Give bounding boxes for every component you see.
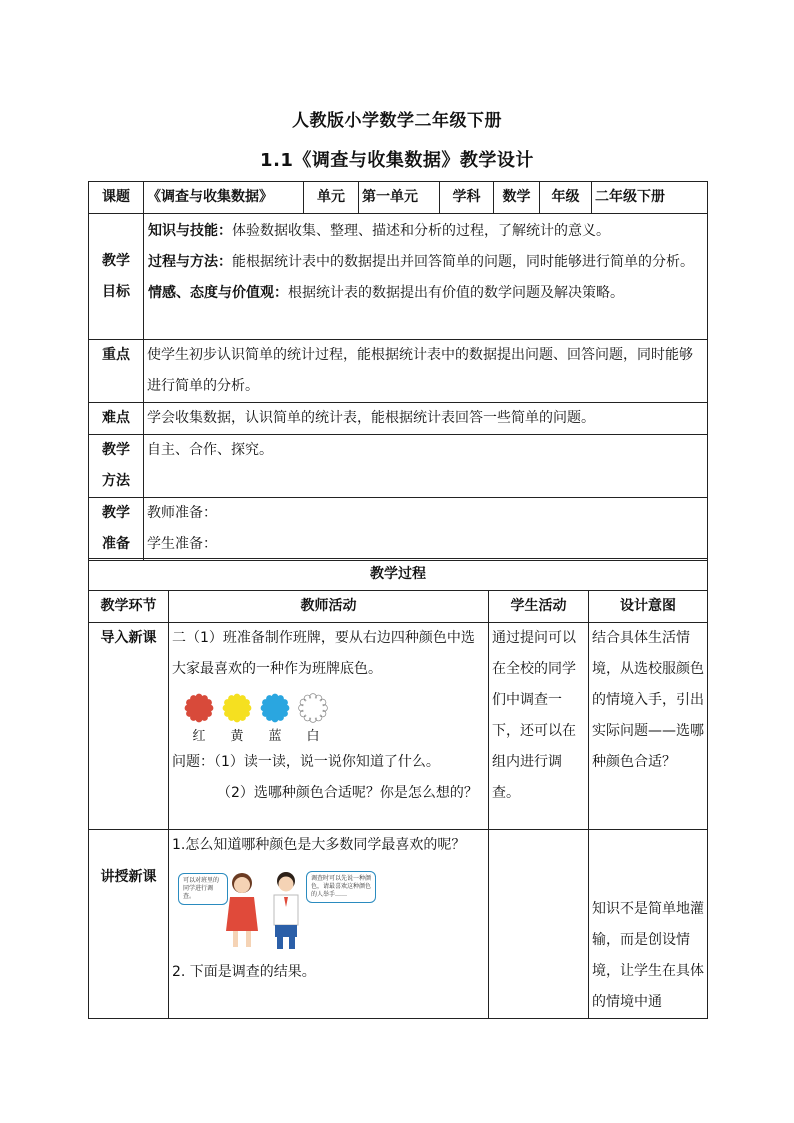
difficulty-text: 学会收集数据，认识简单的统计表，能根据统计表回答一些简单的问题。 — [144, 403, 708, 435]
goals-content — [144, 214, 708, 340]
subject-value: 数学 — [494, 182, 540, 214]
goal-emotion-title: 情感、态度与价值观： — [148, 285, 288, 301]
prep-label: 教学准备 — [89, 498, 144, 561]
red-flower-icon — [184, 693, 214, 723]
color-option-white: 白 — [298, 693, 328, 747]
stage-intro: 导入新课 — [89, 623, 169, 830]
intro-text: 二（1）班准备制作班牌，要从右边四种颜色中选大家最喜欢的一种作为班牌底色。 — [172, 630, 475, 677]
doc-title: 人教版小学数学二年级下册 — [292, 111, 502, 131]
table-row — [89, 623, 708, 830]
method-label: 教学方法 — [89, 435, 144, 498]
teach-question-1: 1.怎么知道哪种颜色是大多数同学最喜欢的呢？ — [172, 837, 466, 853]
white-flower-icon — [298, 693, 328, 723]
teacher-student-illustration — [172, 867, 485, 951]
process-heading: 教学过程 — [89, 559, 708, 591]
process-table — [88, 558, 708, 1019]
unit-value: 第一单元 — [359, 182, 440, 214]
goal-knowledge-text: 体验数据收集、整理、描述和分析的过程，了解统计的意义。 — [232, 223, 610, 239]
goals-label: 教学目标 — [89, 214, 144, 340]
key-text: 使学生初步认识简单的统计过程，能根据统计表中的数据提出问题、回答问题，同时能够进行简单的分析。 — [144, 340, 708, 403]
course-value: 《调查与收集数据》 — [144, 182, 304, 214]
color-option-red: 红 — [184, 693, 214, 747]
col-teacher: 教师活动 — [169, 591, 489, 623]
table-row — [89, 830, 708, 1019]
question-2: （2）选哪种颜色合适呢？你是怎么想的？ — [217, 785, 478, 801]
girl-figure-icon — [222, 867, 262, 951]
lesson-info-table — [88, 181, 708, 561]
question-1: 问题：（1）读一读，说一说你知道了什么。 — [172, 754, 440, 770]
prep-content — [144, 498, 708, 561]
speech-bubble-right: 调查时可以先说一种颜色，请最喜欢这种颜色的人举手…… — [306, 871, 376, 903]
prep-student: 学生准备： — [147, 536, 217, 552]
col-student: 学生活动 — [489, 591, 589, 623]
subject-label: 学科 — [440, 182, 494, 214]
col-stage: 教学环节 — [89, 591, 169, 623]
student-activity-intro: 通过提问可以在全校的同学们中调查一下，还可以在组内进行调查。 — [489, 623, 589, 830]
method-text: 自主、合作、探究。 — [144, 435, 708, 498]
design-intent-teach: 知识不是简单地灌输，而是创设情境，让学生在具体的情境中通 — [589, 830, 708, 1019]
boy-figure-icon — [268, 867, 304, 951]
difficulty-label: 难点 — [89, 403, 144, 435]
doc-subtitle: 1.1《调查与收集数据》教学设计 — [260, 150, 534, 171]
design-intent-intro: 结合具体生活情境，从选校服颜色的情境入手，引出实际问题——选哪种颜色合适？ — [589, 623, 708, 830]
goal-process-text: 能根据统计表中的数据提出并回答简单的问题，同时能够进行简单的分析。 — [232, 254, 694, 270]
goal-emotion-text: 根据统计表的数据提出有价值的数学问题及解决策略。 — [288, 285, 624, 301]
yellow-flower-icon — [222, 693, 252, 723]
col-intent: 设计意图 — [589, 591, 708, 623]
blue-flower-icon — [260, 693, 290, 723]
teach-question-2: 2. 下面是调查的结果。 — [172, 964, 316, 980]
color-option-yellow: 黄 — [222, 693, 252, 747]
key-label: 重点 — [89, 340, 144, 403]
course-label: 课题 — [89, 182, 144, 214]
student-activity-teach — [489, 830, 589, 1019]
grade-value: 二年级下册 — [592, 182, 708, 214]
color-option-blue: 蓝 — [260, 693, 290, 747]
goal-knowledge-title: 知识与技能： — [148, 223, 232, 239]
teacher-activity-teach — [169, 830, 489, 1019]
grade-label: 年级 — [540, 182, 592, 214]
color-options — [184, 693, 485, 747]
goal-process-title: 过程与方法： — [148, 254, 232, 270]
stage-teach: 讲授新课 — [89, 830, 169, 1019]
speech-bubble-left: 可以对班里的同学进行调查。 — [178, 873, 228, 905]
prep-teacher: 教师准备： — [147, 505, 217, 521]
teacher-activity-intro — [169, 623, 489, 830]
unit-label: 单元 — [304, 182, 359, 214]
